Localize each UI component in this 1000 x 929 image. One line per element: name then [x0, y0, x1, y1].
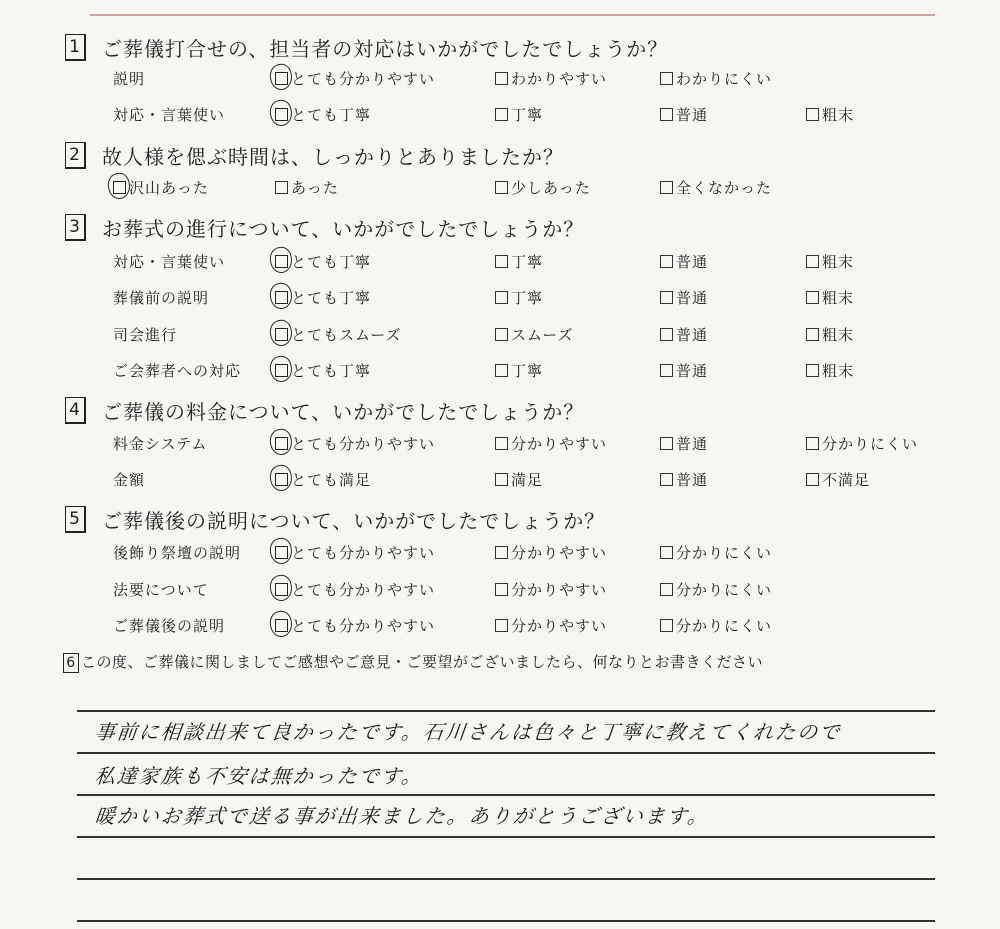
option-label: スムーズ — [511, 326, 574, 344]
answer-option[interactable] — [660, 68, 772, 89]
option-label: 丁寧 — [511, 253, 544, 271]
checkbox-icon[interactable] — [275, 181, 288, 194]
option-label: 全くなかった — [676, 179, 773, 197]
answer-option[interactable] — [660, 104, 708, 125]
option-label: 不満足 — [822, 471, 871, 489]
row-label: 金額 — [113, 471, 146, 489]
option-label: 分かりにくい — [676, 617, 773, 635]
checkbox-icon[interactable] — [495, 546, 508, 559]
row-label: 後飾り祭壇の説明 — [113, 544, 242, 562]
question-text: 故人様を偲ぶ時間は、しっかりとありましたか？ — [102, 145, 564, 169]
question-4-row-2 — [0, 467, 1000, 493]
checkbox-icon[interactable] — [806, 291, 819, 304]
option-label: 粗末 — [822, 106, 855, 124]
option-label: とても分かりやすい — [291, 617, 436, 635]
checkbox-icon[interactable] — [660, 72, 673, 85]
option-label: 普通 — [676, 253, 709, 271]
question-3-row-2 — [0, 285, 1000, 311]
checkbox-icon[interactable] — [660, 364, 673, 377]
option-label: 粗末 — [822, 362, 855, 380]
option-label: 丁寧 — [511, 289, 544, 307]
answer-option[interactable] — [806, 324, 854, 345]
answer-option[interactable] — [806, 104, 854, 125]
question-text: ご葬儀後の説明について、いかがでしたでしょうか？ — [102, 509, 606, 533]
question-4-row-1 — [0, 431, 1000, 457]
answer-option[interactable] — [495, 68, 607, 89]
answer-option[interactable] — [275, 324, 402, 345]
row-label: 対応・言葉使い — [113, 106, 226, 124]
question-3-row-4 — [0, 358, 1000, 384]
question-3-row-3 — [0, 322, 1000, 348]
question-3-heading — [65, 213, 584, 242]
option-label: 分かりやすい — [511, 617, 608, 635]
row-label: 葬儀前の説明 — [113, 289, 210, 307]
checkbox-icon[interactable] — [495, 583, 508, 596]
answer-option[interactable] — [660, 615, 772, 636]
row-label: ご会葬者への対応 — [113, 362, 242, 380]
question-text: ご葬儀打合せの、担当者の対応はいかがでしたでしょうか？ — [102, 37, 669, 61]
handwritten-comment-line-2: 私達家族も不安は無かったです。 — [93, 764, 425, 788]
writing-line-3 — [77, 794, 935, 796]
option-label: 満足 — [511, 471, 544, 489]
answer-option[interactable] — [806, 251, 854, 272]
answer-option[interactable] — [275, 433, 435, 454]
answer-option[interactable] — [275, 287, 371, 308]
answer-option[interactable] — [275, 104, 371, 125]
answer-option[interactable] — [806, 287, 854, 308]
checkbox-icon[interactable] — [660, 255, 673, 268]
option-label: 分かりにくい — [822, 435, 919, 453]
question-1-row-1 — [0, 66, 1000, 92]
option-label: 普通 — [676, 435, 709, 453]
option-label: 普通 — [676, 326, 709, 344]
question-text: ご葬儀の料金について、いかがでしたでしょうか？ — [102, 400, 585, 424]
writing-line-4 — [77, 836, 935, 838]
checkbox-icon[interactable] — [806, 108, 819, 121]
question-5-row-1 — [0, 540, 1000, 566]
checkbox-icon[interactable] — [660, 473, 673, 486]
checkbox-icon[interactable] — [806, 255, 819, 268]
checkbox-icon[interactable] — [660, 437, 673, 450]
question-number: 5 — [65, 506, 86, 533]
checkbox-icon[interactable] — [495, 255, 508, 268]
checkbox-icon[interactable] — [495, 108, 508, 121]
row-label: 対応・言葉使い — [113, 253, 226, 271]
option-label: 分かりやすい — [511, 435, 608, 453]
checkbox-icon[interactable] — [660, 328, 673, 341]
option-label: 少しあった — [511, 179, 591, 197]
checkbox-icon[interactable] — [806, 328, 819, 341]
q6-text: この度、ご葬儀に関しましてご感想やご意見・ご要望がございましたら、何なりとお書きください — [81, 653, 764, 671]
answer-option[interactable] — [660, 287, 708, 308]
option-label: 粗末 — [822, 289, 855, 307]
option-label: とてもスムーズ — [291, 326, 402, 344]
option-label: 分かりにくい — [676, 544, 773, 562]
answer-option[interactable] — [275, 469, 371, 490]
row-label: 料金システム — [113, 435, 208, 453]
question-4-heading — [65, 396, 584, 425]
option-label: 普通 — [676, 289, 709, 307]
option-label: 分かりにくい — [676, 581, 773, 599]
option-label: 分かりやすい — [511, 544, 608, 562]
checkbox-icon[interactable] — [806, 364, 819, 377]
option-label: とても分かりやすい — [291, 435, 436, 453]
answer-option[interactable] — [660, 469, 708, 490]
option-label: 丁寧 — [511, 362, 544, 380]
question-text: お葬式の進行について、いかがでしたでしょうか？ — [102, 217, 585, 241]
answer-option[interactable] — [495, 287, 543, 308]
answer-option[interactable] — [660, 324, 708, 345]
checkbox-icon[interactable] — [495, 437, 508, 450]
answer-option[interactable] — [660, 579, 772, 600]
row-label: ご葬儀後の説明 — [113, 617, 226, 635]
answer-option[interactable] — [660, 433, 708, 454]
question-1-heading — [65, 33, 668, 62]
question-5-row-2 — [0, 577, 1000, 603]
answer-option[interactable] — [495, 579, 607, 600]
checkbox-icon[interactable] — [806, 473, 819, 486]
checkbox-icon[interactable] — [495, 619, 508, 632]
checkbox-icon[interactable] — [660, 291, 673, 304]
question-number: 3 — [65, 214, 86, 241]
option-label: わかりやすい — [511, 70, 608, 88]
option-label: 普通 — [676, 362, 709, 380]
question-number: 2 — [65, 142, 86, 169]
question-number: 4 — [65, 397, 86, 424]
handwritten-comment-line-1: 事前に相談出来て良かったです。石川さんは色々と丁寧に教えてくれたので — [93, 720, 843, 744]
answer-option[interactable] — [495, 469, 543, 490]
answer-option[interactable] — [495, 177, 591, 198]
answer-option[interactable] — [495, 324, 574, 345]
checkbox-icon[interactable] — [806, 437, 819, 450]
question-2-row-1 — [0, 175, 1000, 201]
checkbox-icon[interactable] — [495, 181, 508, 194]
q6-number: 6 — [63, 653, 79, 673]
row-label: 法要について — [113, 581, 209, 599]
option-label: とても丁寧 — [291, 289, 372, 307]
answer-option[interactable] — [275, 542, 435, 563]
answer-option[interactable] — [113, 177, 209, 198]
answer-option[interactable] — [275, 68, 435, 89]
writing-line-6 — [77, 920, 935, 922]
checkbox-icon[interactable] — [495, 328, 508, 341]
handwritten-comment-line-3: 暖かいお葬式で送る事が出来ました。ありがとうございます。 — [93, 804, 711, 828]
option-label: とても丁寧 — [291, 253, 372, 271]
answer-option[interactable] — [275, 251, 371, 272]
top-rule — [90, 14, 935, 16]
checkbox-icon[interactable] — [660, 546, 673, 559]
answer-option[interactable] — [495, 251, 543, 272]
question-5-heading — [65, 505, 605, 534]
answer-option[interactable] — [806, 360, 854, 381]
checkbox-icon[interactable] — [495, 473, 508, 486]
option-label: 丁寧 — [511, 106, 544, 124]
answer-option[interactable] — [275, 579, 435, 600]
answer-option[interactable] — [275, 177, 339, 198]
checkbox-icon[interactable] — [660, 181, 673, 194]
writing-line-1 — [77, 710, 935, 712]
answer-option[interactable] — [275, 360, 371, 381]
option-label: 粗末 — [822, 326, 855, 344]
option-label: わかりにくい — [676, 70, 773, 88]
checkbox-icon[interactable] — [660, 619, 673, 632]
answer-option[interactable] — [660, 360, 708, 381]
option-label: あった — [291, 179, 339, 197]
option-label: とても満足 — [291, 471, 372, 489]
answer-option[interactable] — [660, 177, 772, 198]
answer-option[interactable] — [275, 615, 435, 636]
option-label: とても丁寧 — [291, 362, 372, 380]
checkbox-icon[interactable] — [495, 364, 508, 377]
answer-option[interactable] — [495, 542, 607, 563]
option-label: とても分かりやすい — [291, 581, 436, 599]
option-label: 粗末 — [822, 253, 855, 271]
answer-option[interactable] — [495, 433, 607, 454]
answer-option[interactable] — [495, 360, 543, 381]
checkbox-icon[interactable] — [660, 583, 673, 596]
answer-option[interactable] — [806, 433, 918, 454]
option-label: とても分かりやすい — [291, 70, 436, 88]
row-label: 司会進行 — [113, 326, 178, 344]
checkbox-icon[interactable] — [495, 291, 508, 304]
question-5-row-3 — [0, 613, 1000, 639]
question-3-row-1 — [0, 249, 1000, 275]
option-label: 沢山あった — [129, 179, 209, 197]
question-1-row-2 — [0, 102, 1000, 128]
option-label: とても分かりやすい — [291, 544, 436, 562]
question-2-heading — [65, 141, 564, 170]
answer-option[interactable] — [495, 104, 543, 125]
question-number: 1 — [65, 34, 86, 61]
row-label: 説明 — [113, 70, 146, 88]
option-label: 分かりやすい — [511, 581, 608, 599]
writing-line-2 — [77, 752, 935, 754]
option-label: 普通 — [676, 106, 709, 124]
answer-option[interactable] — [660, 251, 708, 272]
answer-option[interactable] — [495, 615, 607, 636]
answer-option[interactable] — [806, 469, 870, 490]
option-label: 普通 — [676, 471, 709, 489]
checkbox-icon[interactable] — [660, 108, 673, 121]
answer-option[interactable] — [660, 542, 772, 563]
option-label: とても丁寧 — [291, 106, 372, 124]
writing-line-5 — [77, 878, 935, 880]
q6-prompt — [63, 651, 763, 673]
checkbox-icon[interactable] — [495, 72, 508, 85]
